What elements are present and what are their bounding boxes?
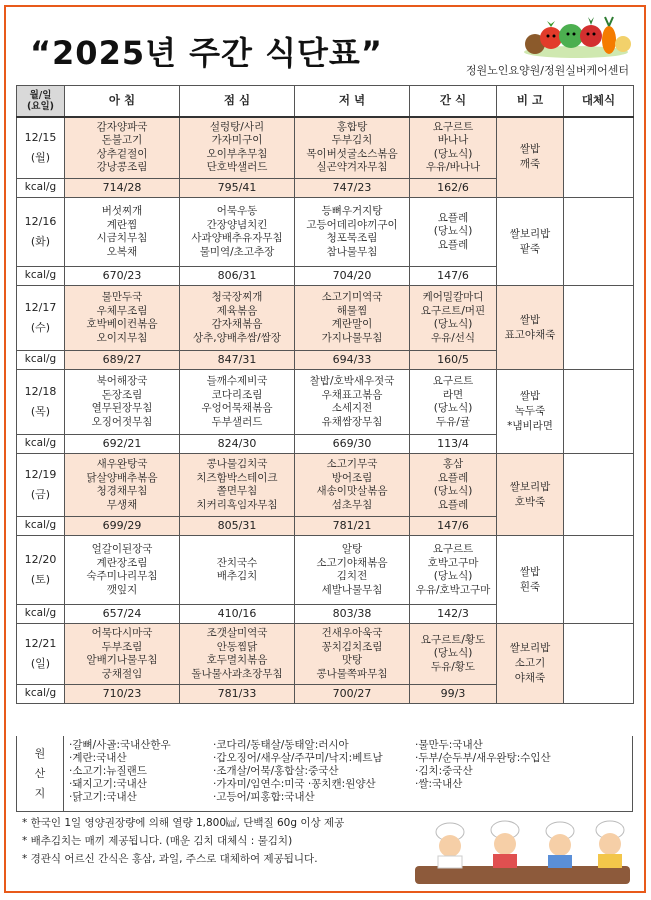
- snack-cell: [410, 198, 497, 267]
- menu-item: 오이부추무침: [206, 147, 268, 160]
- note-item: 소고기: [514, 657, 546, 669]
- kcal-value: 160/5: [410, 351, 497, 370]
- menu-item: 우유/선식: [430, 331, 476, 344]
- menu-item: 계란장조림: [96, 556, 148, 569]
- kcal-value: 714/28: [65, 179, 180, 198]
- origin-item: ·소고기:뉴질랜드: [69, 765, 147, 777]
- menu-item: 호박베이컨볶음: [86, 318, 158, 330]
- kcal-label: kcal/g: [17, 351, 65, 370]
- menu-item: 감자양파국: [96, 120, 148, 133]
- kcal-value: 670/23: [65, 267, 180, 286]
- note-cell: [497, 454, 564, 536]
- substitute-cell: [564, 370, 634, 454]
- menu-item: 라면: [442, 388, 464, 401]
- kcal-label: kcal/g: [17, 517, 65, 536]
- dinner-cell: [295, 370, 410, 435]
- menu-item: 가지나물무침: [321, 331, 383, 344]
- kcal-value: 689/27: [65, 351, 180, 370]
- menu-item: 두부샐러드: [211, 415, 263, 428]
- menu-item: 청국장찌개: [211, 291, 263, 303]
- footnotes: [22, 814, 344, 868]
- origin-item: ·김치:중국산: [415, 765, 473, 777]
- kcal-label: kcal/g: [17, 267, 65, 286]
- menu-item: 북어해장국: [96, 375, 148, 387]
- origin-label-2: 산: [34, 767, 46, 780]
- menu-item: 감자채볶음: [211, 318, 263, 330]
- snack-cell: [410, 454, 497, 517]
- menu-item: 요플레: [437, 498, 469, 511]
- kcal-value: 692/21: [65, 435, 180, 454]
- footnote: * 한국인 1일 영양권장량에 의해 열량 1,800㎉, 단백질 60g 이상 제공: [22, 817, 345, 829]
- kcal-value: 699/29: [65, 517, 180, 536]
- day-weekday: (일): [30, 657, 51, 670]
- lunch-cell: [180, 198, 295, 267]
- origin-column-1: [69, 739, 171, 804]
- origin-label-3: 지: [34, 787, 46, 800]
- menu-item: 단호박샐러드: [206, 161, 268, 174]
- menu-item: 콩나물김치국: [206, 458, 268, 470]
- kcal-value: 824/30: [180, 435, 295, 454]
- breakfast-cell: [65, 117, 180, 179]
- kcal-label: kcal/g: [17, 435, 65, 454]
- menu-item: 배추김치: [216, 570, 258, 582]
- day-cell: [17, 370, 65, 435]
- menu-item: 두부김치: [331, 134, 373, 147]
- day-weekday: (목): [30, 405, 51, 418]
- note-item: 야채죽: [514, 672, 546, 684]
- breakfast-cell: [65, 370, 180, 435]
- chef-children-illustration: [410, 818, 635, 886]
- note-item: 쌀보리밥: [509, 480, 551, 493]
- menu-item: 닭살양배추볶음: [86, 471, 158, 484]
- snack-cell: [410, 624, 497, 685]
- origin-item: ·고등어/피홍합:국내산: [213, 791, 315, 803]
- note-cell: [497, 624, 564, 704]
- menu-item: 상추겉절이: [96, 147, 148, 160]
- note-item: 쌀보리밥: [509, 642, 551, 654]
- day-date: 12/16: [24, 215, 57, 228]
- menu-item: 방어조림: [331, 471, 373, 484]
- dinner-cell: [295, 286, 410, 351]
- kcal-value: 162/6: [410, 179, 497, 198]
- menu-item: 소세지전: [331, 402, 373, 414]
- menu-item: 요구르트: [432, 543, 474, 555]
- note-cell: [497, 286, 564, 370]
- kcal-value: 803/38: [295, 605, 410, 624]
- menu-day-row: [17, 370, 634, 435]
- menu-item: (당뇨식): [433, 485, 473, 497]
- kcal-value: 795/41: [180, 179, 295, 198]
- substitute-cell: [564, 198, 634, 286]
- menu-item: 섬초무침: [331, 498, 373, 511]
- note-item: 깨죽: [519, 158, 541, 171]
- menu-item: 요구르트: [432, 375, 474, 387]
- header-snack: 간 식: [410, 86, 497, 117]
- menu-day-row: [17, 117, 634, 179]
- breakfast-cell: [65, 286, 180, 351]
- substitute-cell: [564, 286, 634, 370]
- day-weekday: (토): [30, 573, 51, 586]
- menu-item: 치커리흑임자무침: [196, 498, 278, 511]
- menu-item: 두유/귤: [436, 415, 470, 428]
- substitute-cell: [564, 536, 634, 624]
- day-date: 12/18: [24, 385, 57, 398]
- kcal-value: 99/3: [410, 685, 497, 704]
- note-cell: [497, 536, 564, 624]
- menu-item: (당뇨식): [433, 318, 473, 330]
- note-item: 흰죽: [519, 580, 541, 593]
- menu-item: 쫄면무침: [216, 485, 258, 497]
- menu-item: 두유/황도: [430, 660, 476, 673]
- kcal-value: 669/30: [295, 435, 410, 454]
- menu-item: 제육볶음: [216, 304, 258, 317]
- menu-item: 우유/바나나: [425, 161, 481, 174]
- breakfast-cell: [65, 624, 180, 685]
- note-cell: [497, 370, 564, 454]
- menu-item: 안동찜닭: [216, 640, 258, 653]
- menu-item: (당뇨식): [433, 147, 473, 160]
- origin-section: [16, 736, 633, 812]
- menu-item: 홍합탕: [336, 120, 368, 133]
- breakfast-cell: [65, 536, 180, 605]
- menu-item: 알탕: [341, 543, 363, 555]
- kcal-value: 147/6: [410, 517, 497, 536]
- note-item: 쌀보리밥: [509, 227, 551, 240]
- menu-item: (당뇨식): [433, 402, 473, 414]
- kcal-value: 781/33: [180, 685, 295, 704]
- menu-item: 열무된장무침: [91, 402, 153, 414]
- snack-cell: [410, 117, 497, 179]
- kcal-value: 704/20: [295, 267, 410, 286]
- menu-item: 참나물무침: [326, 245, 378, 258]
- day-cell: [17, 536, 65, 605]
- menu-item: 돈불고기: [101, 134, 143, 147]
- day-weekday: (수): [30, 321, 51, 334]
- menu-item: 잔치국수: [216, 556, 258, 569]
- menu-item: (당뇨식): [433, 225, 473, 238]
- menu-item: 두부조림: [101, 640, 143, 653]
- menu-item: 오징어젓무침: [91, 415, 153, 428]
- lunch-cell: [180, 117, 295, 179]
- lunch-cell: [180, 624, 295, 685]
- day-date: 12/17: [24, 301, 57, 314]
- header-date-line2: (요일): [26, 100, 55, 112]
- kcal-value: 847/31: [180, 351, 295, 370]
- menu-item: 시금치무침: [96, 232, 148, 244]
- weekly-menu-table: [16, 85, 634, 704]
- substitute-cell: [564, 624, 634, 704]
- page-title: “2025년 주간 식단표”: [30, 34, 383, 72]
- menu-item: (당뇨식): [433, 570, 473, 582]
- menu-item: 물미역/초고추장: [199, 245, 275, 258]
- menu-item: 목이버섯굴소스볶음: [306, 147, 398, 160]
- menu-item: 조갯살미역국: [206, 627, 268, 639]
- menu-item: 호박고구마: [427, 556, 479, 569]
- menu-item: 깻잎지: [106, 583, 138, 596]
- origin-item: ·쌀:국내산: [415, 778, 463, 790]
- menu-item: 등뼈우거지탕: [321, 205, 383, 217]
- origin-item: ·코다리/동태살/동태알:러시아: [213, 739, 349, 751]
- note-item: 쌀밥: [519, 390, 541, 402]
- kcal-value: 113/4: [410, 435, 497, 454]
- menu-item: 치즈함박스테이크: [196, 471, 278, 484]
- header-dinner: 저 녁: [295, 86, 410, 117]
- kcal-value: 142/3: [410, 605, 497, 624]
- menu-item: 유채쌈장무침: [321, 415, 383, 428]
- note-item: 쌀밥: [519, 565, 541, 578]
- day-cell: [17, 198, 65, 267]
- menu-item: 바나나: [437, 134, 469, 147]
- organization-name: 정원노인요양원/정원실버케어센터: [465, 64, 629, 77]
- header-note: 비 고: [497, 86, 564, 117]
- dinner-cell: [295, 536, 410, 605]
- day-weekday: (금): [30, 488, 51, 501]
- origin-item: ·돼지고기:국내산: [69, 778, 147, 790]
- menu-item: 청경채무침: [96, 485, 148, 497]
- note-cell: [497, 117, 564, 198]
- day-cell: [17, 117, 65, 179]
- day-date: 12/20: [24, 553, 57, 566]
- menu-item: 꽁치김치조림: [321, 640, 383, 653]
- menu-item: 알배기나물무침: [86, 654, 158, 666]
- menu-item: 들깨수제비국: [206, 375, 268, 387]
- snack-cell: [410, 286, 497, 351]
- menu-item: 돌나물사과초장무침: [191, 667, 283, 680]
- note-cell: [497, 198, 564, 286]
- kcal-value: 747/23: [295, 179, 410, 198]
- menu-item: 계란말이: [331, 318, 373, 330]
- menu-item: 요구르트/황도: [420, 633, 486, 646]
- kcal-value: 710/23: [65, 685, 180, 704]
- menu-item: 숙주미나리무침: [86, 570, 158, 582]
- footnote: * 배추김치는 매끼 제공됩니다. (매운 김치 대체식 : 물김치): [22, 835, 293, 847]
- kcal-label: kcal/g: [17, 605, 65, 624]
- header-date: [17, 86, 65, 117]
- day-weekday: (화): [30, 235, 51, 248]
- origin-column-2: [213, 739, 383, 804]
- origin-column-3: [415, 739, 551, 791]
- breakfast-cell: [65, 198, 180, 267]
- kcal-value: 806/31: [180, 267, 295, 286]
- menu-item: 사과양배추유자무침: [191, 232, 283, 244]
- menu-item: 우엉어묵채볶음: [201, 402, 273, 414]
- menu-item: 콩나물쪽파무침: [316, 667, 388, 680]
- dinner-cell: [295, 117, 410, 179]
- note-item: *냄비라면: [507, 420, 553, 432]
- menu-item: 새송이맛살볶음: [316, 485, 388, 497]
- menu-item: 계란찜: [106, 218, 138, 231]
- menu-day-row: [17, 624, 634, 685]
- menu-item: 얼갈이된장국: [91, 543, 153, 555]
- menu-item: 설렁탕/사리: [209, 120, 265, 133]
- header-date-line1: 월/일: [29, 89, 52, 101]
- origin-item: ·두부/순두부/새우완탕:수입산: [415, 752, 551, 764]
- kcal-value: 694/33: [295, 351, 410, 370]
- menu-item: 세발나물무침: [321, 583, 383, 596]
- menu-item: 상추,양배추쌈/쌈장: [192, 331, 282, 344]
- menu-item: 고등어데리야끼구이: [306, 218, 398, 231]
- dinner-cell: [295, 454, 410, 517]
- menu-item: 우유/호박고구마: [415, 583, 491, 596]
- origin-label-1: 원: [34, 747, 46, 760]
- menu-item: 호두멸치볶음: [206, 654, 268, 666]
- note-item: 표고야채죽: [504, 328, 556, 341]
- origin-item: ·갈뼈/사골:국내산한우: [69, 739, 171, 751]
- day-date: 12/15: [24, 130, 57, 144]
- snack-cell: [410, 536, 497, 605]
- menu-item: 케어밀칼마디: [422, 291, 484, 303]
- menu-item: 가자미구이: [211, 134, 263, 147]
- origin-item: ·가자미/임연수:미국 ·꽁치캔:원양산: [213, 778, 376, 790]
- menu-item: 어묵우동: [216, 205, 258, 217]
- menu-item: 소고기미역국: [321, 291, 383, 303]
- menu-day-row: [17, 454, 634, 517]
- menu-item: 코다리조림: [211, 388, 263, 401]
- note-item: 녹두죽: [514, 405, 546, 417]
- origin-item: ·갑오징어/새우살/주꾸미/낙지:베트남: [213, 752, 383, 764]
- menu-item: 찰밥/호박새우젓국: [309, 375, 395, 387]
- menu-item: 강낭콩조림: [96, 161, 148, 174]
- menu-day-row: [17, 536, 634, 605]
- breakfast-cell: [65, 454, 180, 517]
- lunch-cell: [180, 286, 295, 351]
- menu-item: 돈장조림: [101, 388, 143, 401]
- menu-item: 홍삼: [442, 458, 464, 470]
- origin-item: ·닭고기:국내산: [69, 791, 137, 803]
- menu-item: 청포묵조림: [326, 232, 378, 244]
- table-header-row: [17, 86, 634, 117]
- menu-item: 요플레: [437, 471, 469, 484]
- menu-item: 맛탕: [341, 654, 363, 666]
- substitute-cell: [564, 117, 634, 198]
- kcal-value: 805/31: [180, 517, 295, 536]
- note-item: 팥죽: [519, 242, 541, 255]
- menu-item: 요플레: [437, 238, 469, 251]
- lunch-cell: [180, 454, 295, 517]
- note-item: 호박죽: [514, 495, 546, 508]
- vegetable-characters-illustration: [521, 14, 631, 60]
- menu-item: 오이지무침: [96, 331, 148, 344]
- menu-item: 요구르트/머핀: [420, 304, 486, 317]
- kcal-value: 657/24: [65, 605, 180, 624]
- day-date: 12/19: [24, 468, 57, 481]
- kcal-value: 147/6: [410, 267, 497, 286]
- header-substitute: 대체식: [564, 86, 634, 117]
- origin-item: ·물만두:국내산: [415, 739, 483, 751]
- menu-item: 무생채: [106, 498, 138, 511]
- header-breakfast: 아 침: [65, 86, 180, 117]
- kcal-value: 410/16: [180, 605, 295, 624]
- kcal-label: kcal/g: [17, 179, 65, 198]
- day-weekday: (월): [30, 150, 51, 164]
- day-cell: [17, 454, 65, 517]
- menu-item: 새우완탕국: [96, 458, 148, 470]
- dinner-cell: [295, 624, 410, 685]
- kcal-label: kcal/g: [17, 685, 65, 704]
- menu-item: 김치전: [336, 570, 368, 582]
- snack-cell: [410, 370, 497, 435]
- menu-item: 물만두국: [101, 291, 143, 303]
- origin-label: [17, 736, 64, 812]
- menu-item: 오복채: [106, 245, 138, 258]
- note-item: 쌀밥: [519, 313, 541, 326]
- kcal-value: 700/27: [295, 685, 410, 704]
- menu-item: 소고기무국: [326, 458, 378, 470]
- menu-item: 우채표고볶음: [321, 388, 383, 401]
- menu-item: 실곤약겨자무침: [316, 161, 388, 174]
- menu-item: 간장양념치킨: [206, 218, 268, 231]
- kcal-value: 781/21: [295, 517, 410, 536]
- menu-day-row: [17, 286, 634, 351]
- menu-item: 해물찜: [336, 304, 368, 317]
- day-cell: [17, 624, 65, 685]
- menu-item: 건새우아욱국: [321, 627, 383, 639]
- menu-item: 궁채절임: [101, 667, 143, 680]
- note-item: 쌀밥: [519, 143, 541, 156]
- dinner-cell: [295, 198, 410, 267]
- menu-item: 요플레: [437, 211, 469, 224]
- menu-item: 어묵다시마국: [91, 627, 153, 639]
- menu-item: 버섯찌개: [101, 205, 143, 217]
- origin-item: ·계란:국내산: [69, 752, 127, 764]
- menu-item: (당뇨식): [433, 647, 473, 660]
- menu-day-row: [17, 198, 634, 267]
- substitute-cell: [564, 454, 634, 536]
- origin-item: ·조개살/어묵/홍합살:중국산: [213, 765, 339, 777]
- day-date: 12/21: [24, 637, 57, 650]
- menu-item: 우체무조림: [96, 304, 148, 317]
- day-cell: [17, 286, 65, 351]
- menu-item: 소고기야채볶음: [316, 556, 388, 569]
- header-lunch: 점 심: [180, 86, 295, 117]
- lunch-cell: [180, 536, 295, 605]
- lunch-cell: [180, 370, 295, 435]
- footnote: * 경관식 어르신 간식은 홍삼, 과일, 주스로 대체하여 제공됩니다.: [22, 853, 318, 865]
- menu-item: 요구르트: [432, 120, 474, 133]
